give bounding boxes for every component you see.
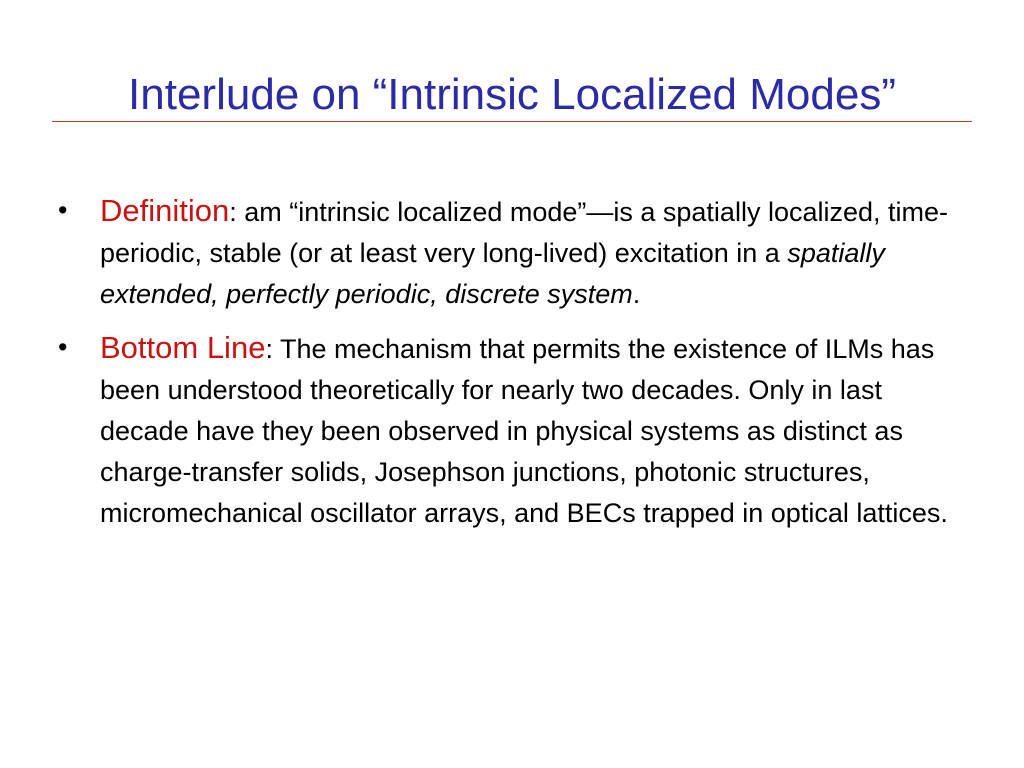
title-underline bbox=[52, 121, 972, 122]
bullet-dot-icon: • bbox=[58, 332, 68, 362]
bullet-dot-icon: • bbox=[58, 195, 68, 225]
slide-title: Interlude on “Intrinsic Localized Modes” bbox=[128, 70, 896, 119]
bullet-lead-colon: : bbox=[229, 197, 237, 227]
bullet-list bbox=[58, 190, 958, 546]
bullet-lead-colon: : bbox=[265, 334, 273, 364]
bullet-definition bbox=[58, 190, 958, 315]
bullet-text: The mechanism that permits the existence of ILMs has been understood theoretically for nearly two decades. Only in last decade have they been observed in physical systems as distinct as charge-transfer solids, Josephson junctions, photonic structures, micromechanical oscillator arrays, and BECs trapped in optical lattices. bbox=[100, 334, 948, 528]
bullet-lead-definition: Definition bbox=[100, 193, 230, 228]
bullet-text-end: . bbox=[632, 279, 641, 309]
bullet-italic-text: spatially extended, perfectly periodic, discrete system bbox=[100, 238, 885, 309]
bullet-lead-bottom-line: Bottom Line bbox=[100, 330, 266, 365]
bullet-bottom-line bbox=[58, 327, 958, 534]
bullet-text: am “intrinsic localized mode”—is a spatially localized, time-periodic, stable (or at least very long-lived) excitation in a bbox=[100, 197, 949, 268]
